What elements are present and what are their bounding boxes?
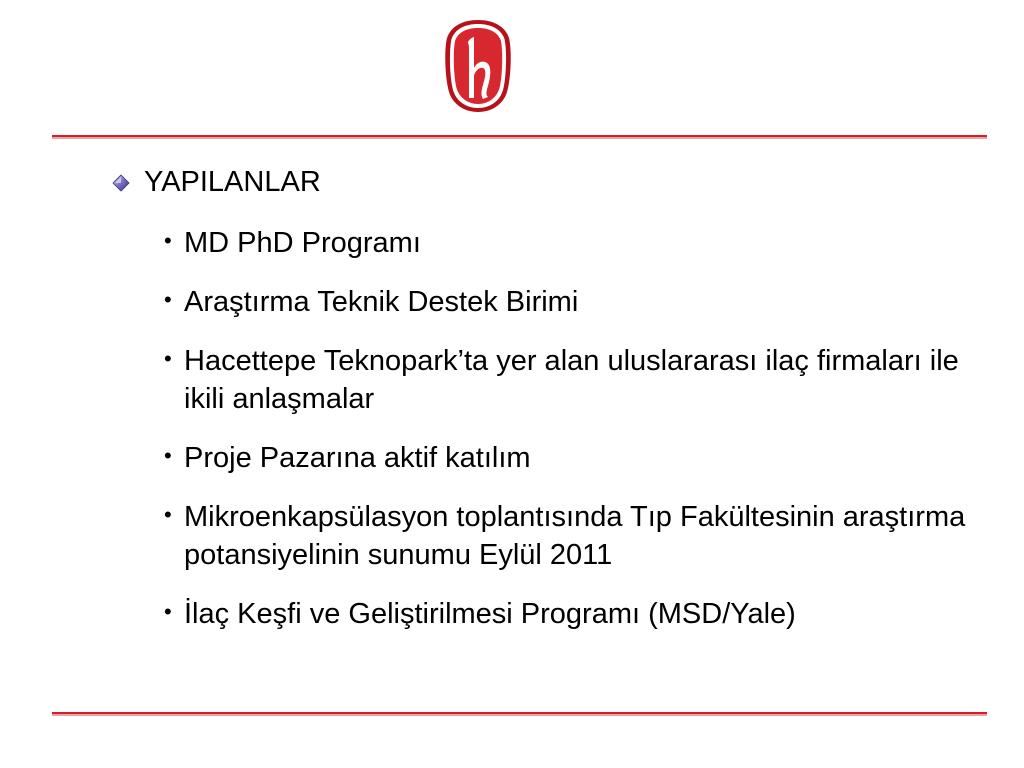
list-item [160, 439, 990, 477]
bullet-dot: • [164, 502, 172, 527]
heading-text: YAPILANLAR [144, 166, 321, 198]
list-item [160, 283, 990, 321]
list-item-text: Araştırma Teknik Destek Birimi [184, 286, 579, 318]
list-item [160, 498, 990, 574]
top-divider [52, 135, 987, 139]
slide-heading [112, 164, 321, 200]
list-item [160, 342, 990, 418]
list-item [160, 595, 990, 633]
bullet-dot: • [164, 228, 172, 253]
bullet-dot: • [164, 287, 172, 312]
bullet-dot: • [164, 443, 172, 468]
list-item-text: İlaç Keşfi ve Geliştirilmesi Programı (MSD/Yale) [184, 598, 796, 630]
list-item-text: MD PhD Programı [184, 227, 421, 259]
list-item-text: Hacettepe Teknopark’ta yer alan uluslararası ilaç firmaları ile ikili anlaşmalar [184, 345, 959, 415]
bottom-divider [52, 712, 987, 716]
top-divider-light-line [52, 137, 987, 139]
list-item-text: Mikroenkapsülasyon toplantısında Tıp Fakültesinin araştırma potansiyelinin sunumu Eylül 2011 [184, 501, 966, 571]
bullet-dot: • [164, 346, 172, 371]
list-item [160, 224, 990, 262]
hacettepe-university-logo [443, 18, 513, 114]
bullet-list [160, 224, 990, 654]
diamond-bullet-icon [112, 174, 130, 192]
bottom-divider-light-line [52, 714, 987, 716]
bullet-dot: • [164, 599, 172, 624]
list-item-text: Proje Pazarına aktif katılım [184, 442, 531, 474]
